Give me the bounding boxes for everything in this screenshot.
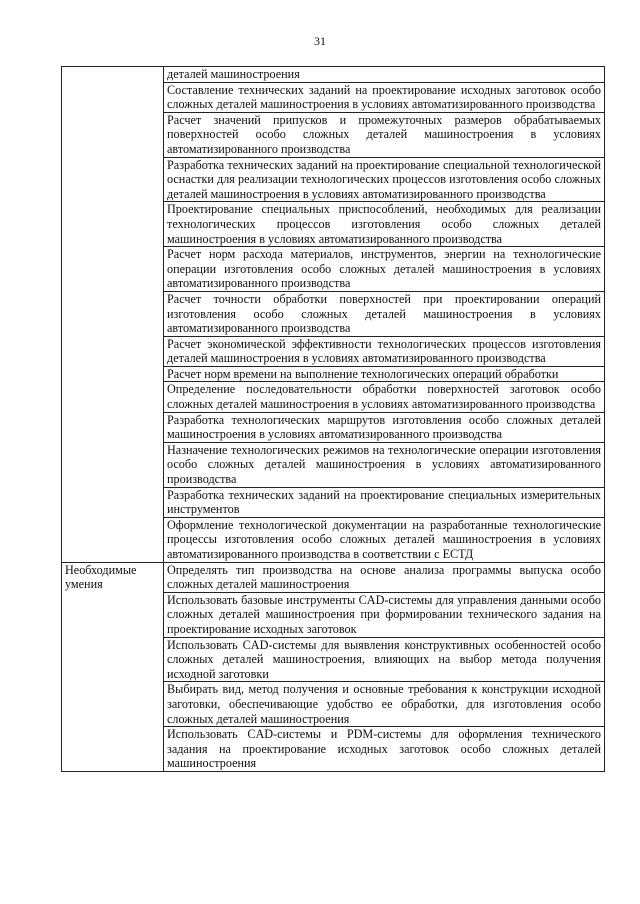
- table-row: [62, 67, 605, 83]
- table-cell: Использовать CAD-системы для выявления конструктивных особенностей особо сложных деталей машиностроения, влияющих на выбор метода получения исходной заготовки: [164, 637, 605, 682]
- table-cell: Использовать CAD-системы и PDM-системы для оформления технического задания на проектирование исходных заготовок особо сложных деталей машиностроения: [164, 727, 605, 772]
- section-label: Необходимые умения: [65, 562, 137, 592]
- table-cell: Разработка технологических маршрутов изготовления особо сложных деталей машиностроения в условиях автоматизированного производства: [164, 412, 605, 442]
- table-cell: Составление технических заданий на проектирование исходных заготовок особо сложных деталей машиностроения в условиях автоматизированного производства: [164, 82, 605, 112]
- requirements-table: [61, 66, 605, 772]
- section-label-cell: [62, 67, 164, 563]
- table-cell: Расчет точности обработки поверхностей при проектировании операций изготовления особо сложных деталей машиностроения в условиях автоматизированного производства: [164, 291, 605, 336]
- table-cell: Расчет норм расхода материалов, инструментов, энергии на технологические операции изготовления особо сложных деталей машиностроения в условиях автоматизированного производства: [164, 247, 605, 292]
- table-cell: Назначение технологических режимов на технологические операции изготовления особо сложных деталей машиностроения в условиях автоматизированного производства: [164, 442, 605, 487]
- section-label-cell: [62, 562, 164, 771]
- table-cell: Разработка технических заданий на проектирование специальных измерительных инструментов: [164, 487, 605, 517]
- page-number: 31: [314, 34, 326, 48]
- table-cell: Определение последовательности обработки поверхностей заготовок особо сложных деталей машиностроения в условиях автоматизированного производства: [164, 382, 605, 412]
- table-cell: Разработка технических заданий на проектирование специальной технологической оснастки для реализации технологических процессов изготовления особо сложных деталей машиностроения в условиях автоматизированного производства: [164, 157, 605, 202]
- table-cell: Расчет норм времени на выполнение технологических операций обработки: [164, 366, 605, 382]
- table-row: [62, 562, 605, 592]
- table-cell: Расчет значений припусков и промежуточных размеров обрабатываемых поверхностей особо сложных деталей машиностроения в условиях автоматизированного производства: [164, 112, 605, 157]
- table-cell: Выбирать вид, метод получения и основные требования к конструкции исходной заготовки, обеспечивающие удобство ее обработки, для изготовления особо сложных деталей машиностроения: [164, 682, 605, 727]
- table-cell: Определять тип производства на основе анализа программы выпуска особо сложных деталей машиностроения: [164, 562, 605, 592]
- table-cell: Расчет экономической эффективности технологических процессов изготовления деталей машиностроения в условиях автоматизированного производства: [164, 336, 605, 366]
- table-cell: Оформление технологической документации на разработанные технологические процессы изготовления особо сложных деталей машиностроения в условиях автоматизированного производства в соответствии с ЕСТД: [164, 517, 605, 562]
- table-cell: Использовать базовые инструменты CAD-системы для управления данными особо сложных деталей машиностроения при формировании технического задания на проектирование исходных заготовок: [164, 592, 605, 637]
- table-cell: Проектирование специальных приспособлений, необходимых для реализации технологических процессов изготовления особо сложных деталей машиностроения в условиях автоматизированного производства: [164, 202, 605, 247]
- table-cell: деталей машиностроения: [164, 67, 605, 83]
